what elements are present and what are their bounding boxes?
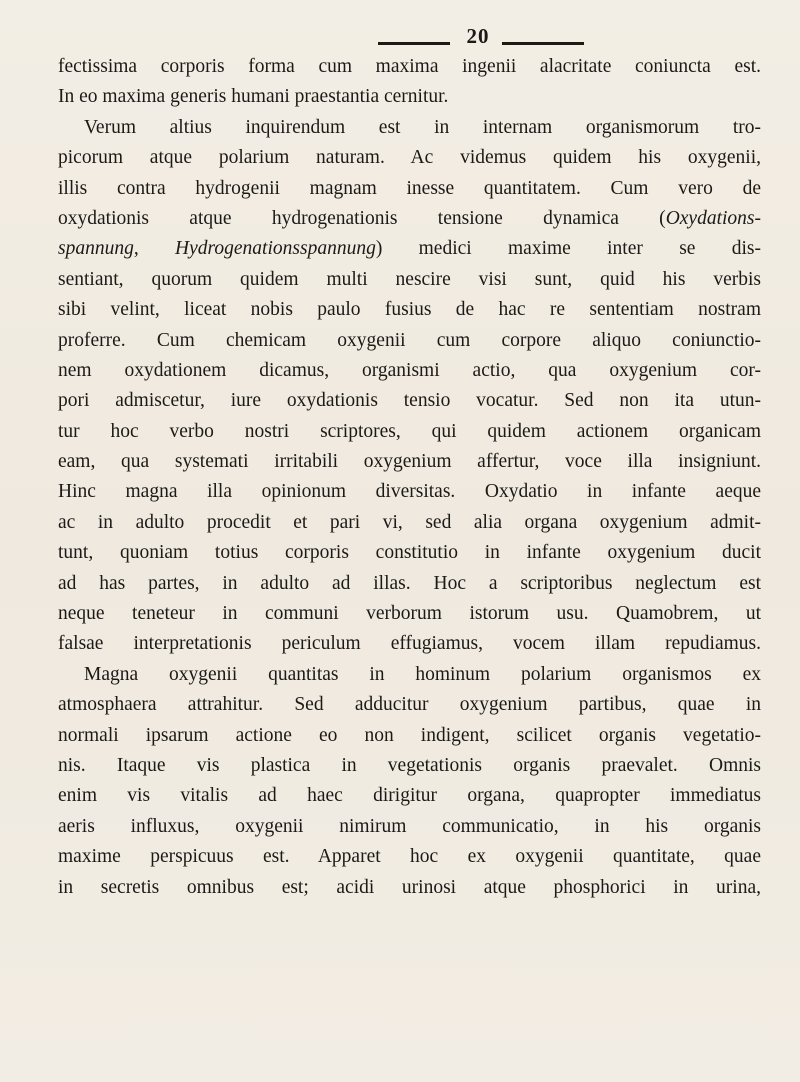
page-number: 20 — [466, 24, 490, 48]
text-line: aeris influxus, oxygenii nimirum communicatio, in his organis — [58, 815, 761, 837]
text-line: tur hoc verbo nostri scriptores, qui quidem actionem organicam — [58, 420, 761, 442]
page-header — [0, 20, 800, 50]
header-rule-left — [378, 42, 450, 45]
text-line: nem oxydationem dicamus, organismi actio, qua oxygenium cor- — [58, 359, 761, 381]
header-rule-right — [502, 42, 584, 45]
text-line: maxime perspicuus est. Apparet hoc ex oxygenii quantitate, quae — [58, 846, 761, 868]
text-line: enim vis vitalis ad haec dirigitur organa, quapropter immediatus — [58, 785, 761, 807]
text-line: tunt, quoniam totius corporis constitutio in infante oxygenium ducit — [58, 542, 761, 564]
text-line: fectissima corporis forma cum maxima ingenii alacritate coniuncta est. — [58, 56, 761, 77]
text-line: pori admiscetur, iure oxydationis tensio vocatur. Sed non ita utun- — [58, 390, 761, 412]
text-line: normali ipsarum actione eo non indigent, scilicet organis vegetatio- — [58, 724, 761, 746]
text-line: illis contra hydrogenii magnam inesse quantitatem. Cum vero de — [58, 177, 761, 199]
text-line: neque teneteur in communi verborum istorum usu. Quamobrem, ut — [58, 603, 761, 625]
text-line: in secretis omnibus est; acidi urinosi atque phosphorici in urina, — [58, 876, 761, 898]
text-line: sibi velint, liceat nobis paulo fusius de hac re sententiam nostram — [58, 299, 761, 321]
text-line: Hinc magna illa opinionum diversitas. Oxydatio in infante aeque — [58, 481, 761, 503]
text-line: In eo maxima generis humani praestantia cernitur. — [58, 86, 449, 108]
text-line: eam, qua systemati irritabili oxygenium affertur, voce illa insigniunt. — [58, 451, 761, 473]
text-line: spannung, Hydrogenationsspannung) medici maxime inter se dis- — [58, 238, 761, 260]
text-line: nis. Itaque vis plastica in vegetationis organis praevalet. Omnis — [58, 754, 761, 776]
text-line: sentiant, quorum quidem multi nescire visi sunt, quid his verbis — [58, 268, 761, 290]
text-line: picorum atque polarium naturam. Ac videmus quidem his oxygenii, — [58, 147, 761, 169]
text-line: falsae interpretationis periculum effugiamus, vocem illam repudiamus. — [58, 633, 761, 655]
text-line: Verum altius inquirendum est in internam organismorum tro- — [84, 116, 761, 138]
text-line: proferre. Cum chemicam oxygenii cum corpore aliquo coniunctio- — [58, 329, 761, 351]
text-line: ad has partes, in adulto ad illas. Hoc a scriptoribus neglectum est — [58, 572, 761, 594]
text-line: Magna oxygenii quantitas in hominum polarium organismos ex — [84, 663, 761, 685]
text-line: oxydationis atque hydrogenationis tensione dynamica (Oxydations- — [58, 207, 761, 229]
body-text — [58, 52, 761, 903]
text-line: atmosphaera attrahitur. Sed adducitur oxygenium partibus, quae in — [58, 694, 761, 716]
text-line: ac in adulto procedit et pari vi, sed alia organa oxygenium admit- — [58, 511, 761, 533]
